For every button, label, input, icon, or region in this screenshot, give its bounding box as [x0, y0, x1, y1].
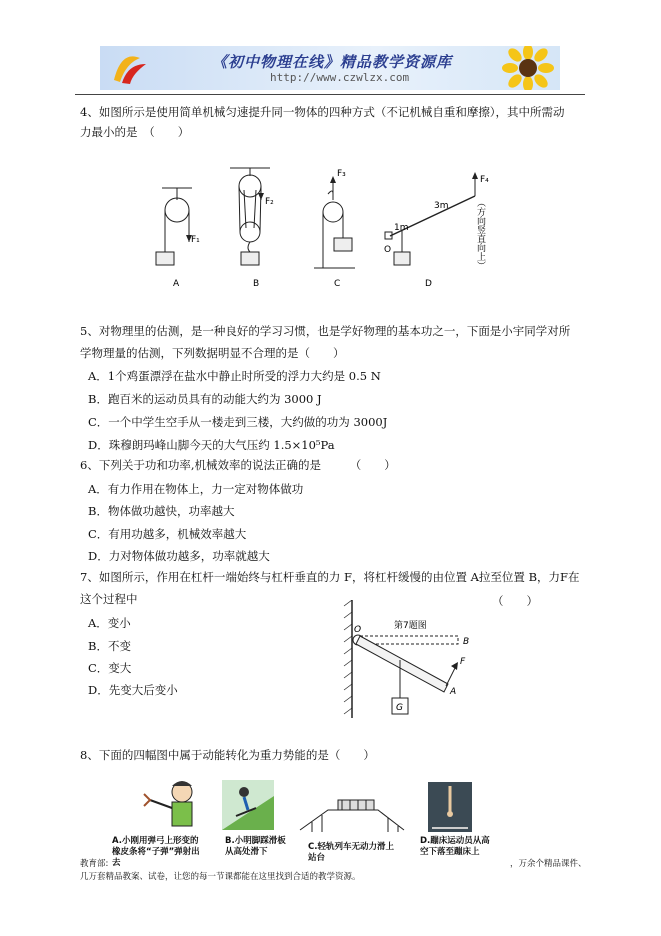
q4-b-top-pulley: [239, 175, 261, 197]
q6-option-c: C．有用功越多，机械效率越大: [88, 527, 247, 541]
q4-line2: 力最小的是 （ ）: [80, 125, 190, 139]
q4-d-direction-note: （方向竖直向上）: [475, 198, 485, 270]
q8-picture-d: [428, 782, 472, 832]
q5-option-a: A．1个鸡蛋漂浮在盐水中静止时所受的浮力大约是 0.5 N: [88, 369, 381, 383]
q6-line1: 6、下列关于功和功率,机械效率的说法正确的是 （ ）: [80, 458, 396, 472]
q7-figure: [340, 600, 490, 720]
q7-line2: 这个过程中: [80, 592, 138, 606]
header-banner: [100, 46, 560, 90]
q8-caption-c: C.轻轨列车无动力滑上站台: [308, 842, 394, 863]
q7-label-o: O: [354, 625, 362, 635]
q4-d-weight: [394, 252, 410, 265]
q8-picture-c: [298, 798, 408, 836]
q5-option-b: B．跑百米的运动员具有的动能大约为 3000 J: [88, 392, 322, 406]
q4-c-pulley: [323, 202, 343, 222]
site-title: 《初中物理在线》精品教学资源库: [212, 53, 453, 71]
q7-force-line: [446, 666, 456, 686]
q7-option-a: A．变小: [88, 616, 131, 630]
footer-line1-left: 教育部:: [80, 859, 109, 869]
q7-label-f: F: [460, 657, 466, 667]
q4-c-weight: [334, 238, 352, 251]
q7-line1: 7、如图所示，作用在杠杆一端始终与杠杆垂直的力 F，将杠杆缓慢的由位置 A拉至位置 B，力F在: [80, 570, 580, 584]
q4-b-force-label: F₂: [265, 197, 274, 207]
q4-d-length-1: 1m: [394, 223, 409, 233]
q4-figure: [140, 160, 510, 295]
q7-label-a: A: [450, 687, 457, 697]
footer-line2: 几万套精品教案、试卷，让您的每一节课都能在这里找到合适的教学资源。: [80, 872, 361, 882]
q8-picture-b: [222, 780, 274, 830]
q4-d-pivot-label: O: [384, 245, 392, 255]
q5-option-d: D．珠穆朗玛峰山脚今天的大气压约 1.5×10⁵Pa: [88, 438, 335, 452]
q4-label-c: C: [334, 279, 341, 289]
q4-label-b: B: [253, 279, 260, 289]
q4-d-length-2: 3m: [434, 201, 449, 211]
q8-caption-d: D.蹦床运动员从高空下落至蹦床上: [420, 836, 490, 857]
site-url[interactable]: http://www.czwlzx.com: [270, 71, 410, 84]
q4-b-weight: [241, 252, 259, 265]
q6-option-d: D．力对物体做功越多，功率就越大: [88, 549, 270, 563]
q7-label-g: G: [396, 703, 403, 713]
q5-option-c: C．一个中学生空手从一楼走到三楼，大约做的功为 3000J: [88, 415, 388, 429]
sunflower-icon: [502, 46, 554, 90]
q4-label-a: A: [173, 279, 180, 289]
q7-label-b: B: [463, 637, 470, 647]
q4-a-pulley: [165, 198, 189, 222]
q4-c-force-label: F₃: [337, 169, 346, 179]
q4-line1: 4、如图所示是使用简单机械匀速提升同一物体的四种方式（不记机械自重和摩擦），其中所需动: [80, 105, 565, 119]
header-rule: [75, 94, 585, 95]
q4-a-weight: [156, 252, 174, 265]
q4-a-force-label: F₁: [191, 235, 200, 245]
q7-option-b: B．不变: [88, 639, 131, 653]
q4-b-bottom-pulley: [240, 222, 260, 242]
q7-answer-paren: （ ）: [492, 594, 538, 608]
footer-line1-right: ，万余个精品课件、: [510, 859, 587, 869]
q6-option-a: A．有力作用在物体上，力一定对物体做功: [88, 482, 304, 496]
q5-line2: 学物理量的估测，下列数据明显不合理的是（ ）: [80, 346, 345, 360]
q7-figure-title: 第7题图: [394, 621, 427, 631]
site-logo-icon: [110, 50, 148, 86]
q4-label-d: D: [425, 279, 432, 289]
q4-d-force-label: F₄: [480, 175, 489, 185]
q8-picture-a: [138, 778, 206, 830]
q7-option-d: D．先变大后变小: [88, 683, 178, 697]
q7-option-c: C．变大: [88, 661, 132, 675]
q8-caption-b: B.小明脚踩滑板从高处滑下: [225, 836, 286, 857]
q8-caption-a: A.小刚用弹弓上形变的橡皮条将“子弹”弹射出去: [112, 836, 200, 868]
q5-line1: 5、对物理里的估测，是一种良好的学习习惯，也是学好物理的基本功之一，下面是小宇同学对所: [80, 324, 571, 338]
q7-position-b: [360, 636, 458, 644]
q8-line1: 8、下面的四幅图中属于动能转化为重力势能的是（ ）: [80, 748, 375, 762]
q6-option-b: B．物体做功越快，功率越大: [88, 504, 235, 518]
